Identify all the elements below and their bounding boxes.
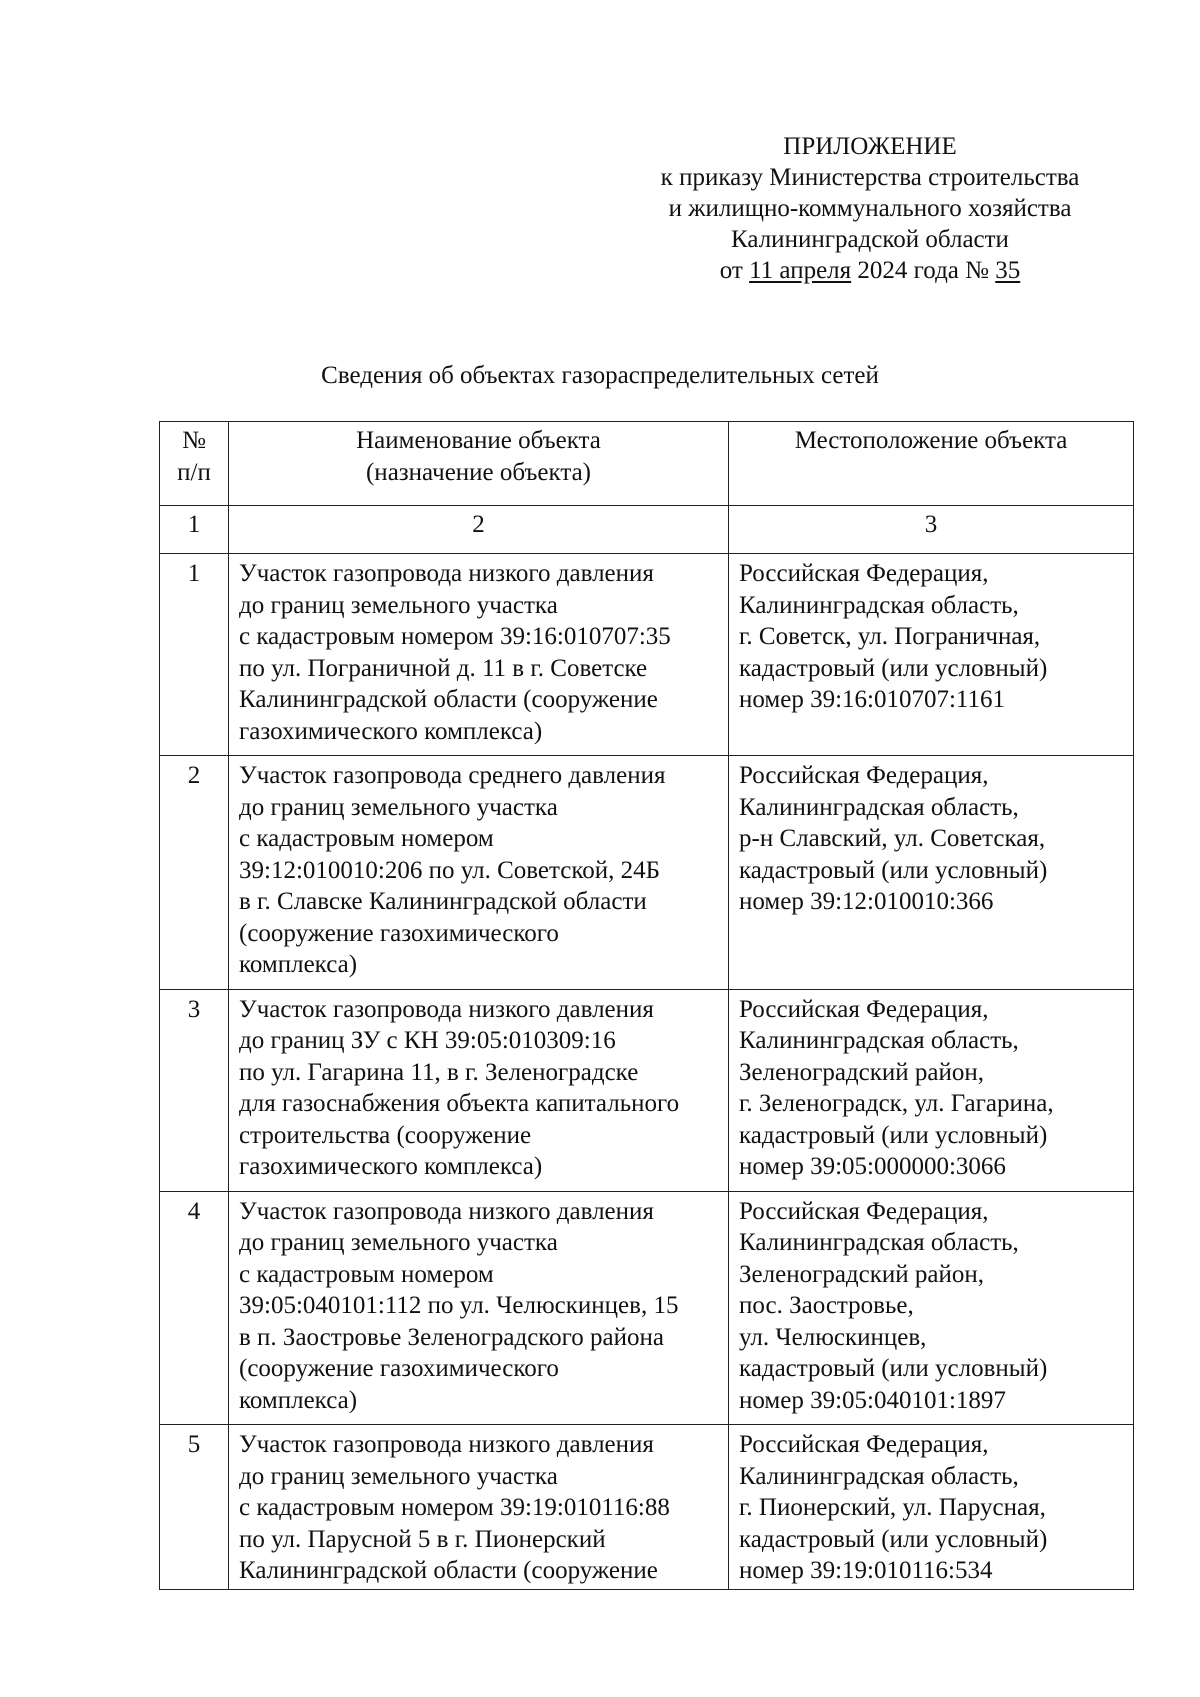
annex-date-year: 2024 года №	[857, 257, 989, 284]
column-numbers-row	[160, 506, 1134, 554]
object-location: Российская Федерация, Калининградская область, р-н Славский, ул. Советская, кадастровый (или условный) номер 39:12:010010:366	[729, 756, 1134, 990]
column-number-1: 1	[160, 506, 229, 554]
object-name: Участок газопровода среднего давления до границ земельного участка с кадастровым номером 39:12:010010:206 по ул. Советской, 24Б в г. Славске Калининградской области (сооружение газохимического комплекса)	[229, 756, 729, 990]
header-location: Местоположение объекта	[729, 422, 1134, 506]
column-number-3: 3	[729, 506, 1134, 554]
annex-line-2: и жилищно-коммунального хозяйства	[668, 195, 1072, 222]
table-row	[160, 1191, 1134, 1425]
object-name: Участок газопровода низкого давления до границ земельного участка с кадастровым номером 39:16:010707:35 по ул. Пограничной д. 11 в г. Советске Калининградской области (сооружение газохимического комплекса)	[229, 554, 729, 756]
object-location: Российская Федерация, Калининградская область, г. Советск, ул. Пограничная, кадастровый (или условный) номер 39:16:010707:1161	[729, 554, 1134, 756]
object-location: Российская Федерация, Калининградская область, Зеленоградский район, г. Зеленоградск, ул. Гагарина, кадастровый (или условный) номер 39:05:000000:3066	[729, 989, 1134, 1191]
column-number-2: 2	[229, 506, 729, 554]
object-name: Участок газопровода низкого давления до границ ЗУ с КН 39:05:010309:16 по ул. Гагарина 11, в г. Зеленоградске для газоснабжения объекта капитального строительства (сооружение газохимического комплекса)	[229, 989, 729, 1191]
table-row	[160, 756, 1134, 990]
document-title: Сведения об объектах газораспределительных сетей	[321, 362, 879, 389]
object-location: Российская Федерация, Калининградская область, Зеленоградский район, пос. Заостровье, ул. Челюскинцев, кадастровый (или условный) номер 39:05:040101:1897	[729, 1191, 1134, 1425]
annex-date-day-month: 11 апреля	[749, 257, 852, 284]
annex-title: ПРИЛОЖЕНИЕ	[783, 133, 957, 160]
annex-date-prefix: от	[719, 257, 743, 284]
object-name: Участок газопровода низкого давления до границ земельного участка с кадастровым номером 39:05:040101:112 по ул. Челюскинцев, 15 в п. Заостровье Зеленоградского района (сооружение газохимического комплекса)	[229, 1191, 729, 1425]
objects-table	[159, 421, 1134, 1590]
annex-line-1: к приказу Министерства строительства	[660, 164, 1080, 191]
row-number: 3	[160, 989, 229, 1191]
object-name: Участок газопровода низкого давления до границ земельного участка с кадастровым номером 39:19:010116:88 по ул. Парусной 5 в г. Пионерский Калининградской области (сооружение	[229, 1425, 729, 1590]
header-num: № п/п	[160, 422, 229, 506]
row-number: 4	[160, 1191, 229, 1425]
row-number: 2	[160, 756, 229, 990]
object-location: Российская Федерация, Калининградская область, г. Пионерский, ул. Парусная, кадастровый (или условный) номер 39:19:010116:534	[729, 1425, 1134, 1590]
annex-header	[600, 131, 1140, 286]
annex-date-line	[600, 255, 1140, 286]
table-row	[160, 1425, 1134, 1590]
annex-order-number: 35	[995, 257, 1021, 284]
table-header-row	[160, 422, 1134, 506]
row-number: 1	[160, 554, 229, 756]
table-row	[160, 554, 1134, 756]
header-name: Наименование объекта (назначение объекта)	[229, 422, 729, 506]
table-row	[160, 989, 1134, 1191]
row-number: 5	[160, 1425, 229, 1590]
annex-line-3: Калининградской области	[731, 226, 1009, 253]
